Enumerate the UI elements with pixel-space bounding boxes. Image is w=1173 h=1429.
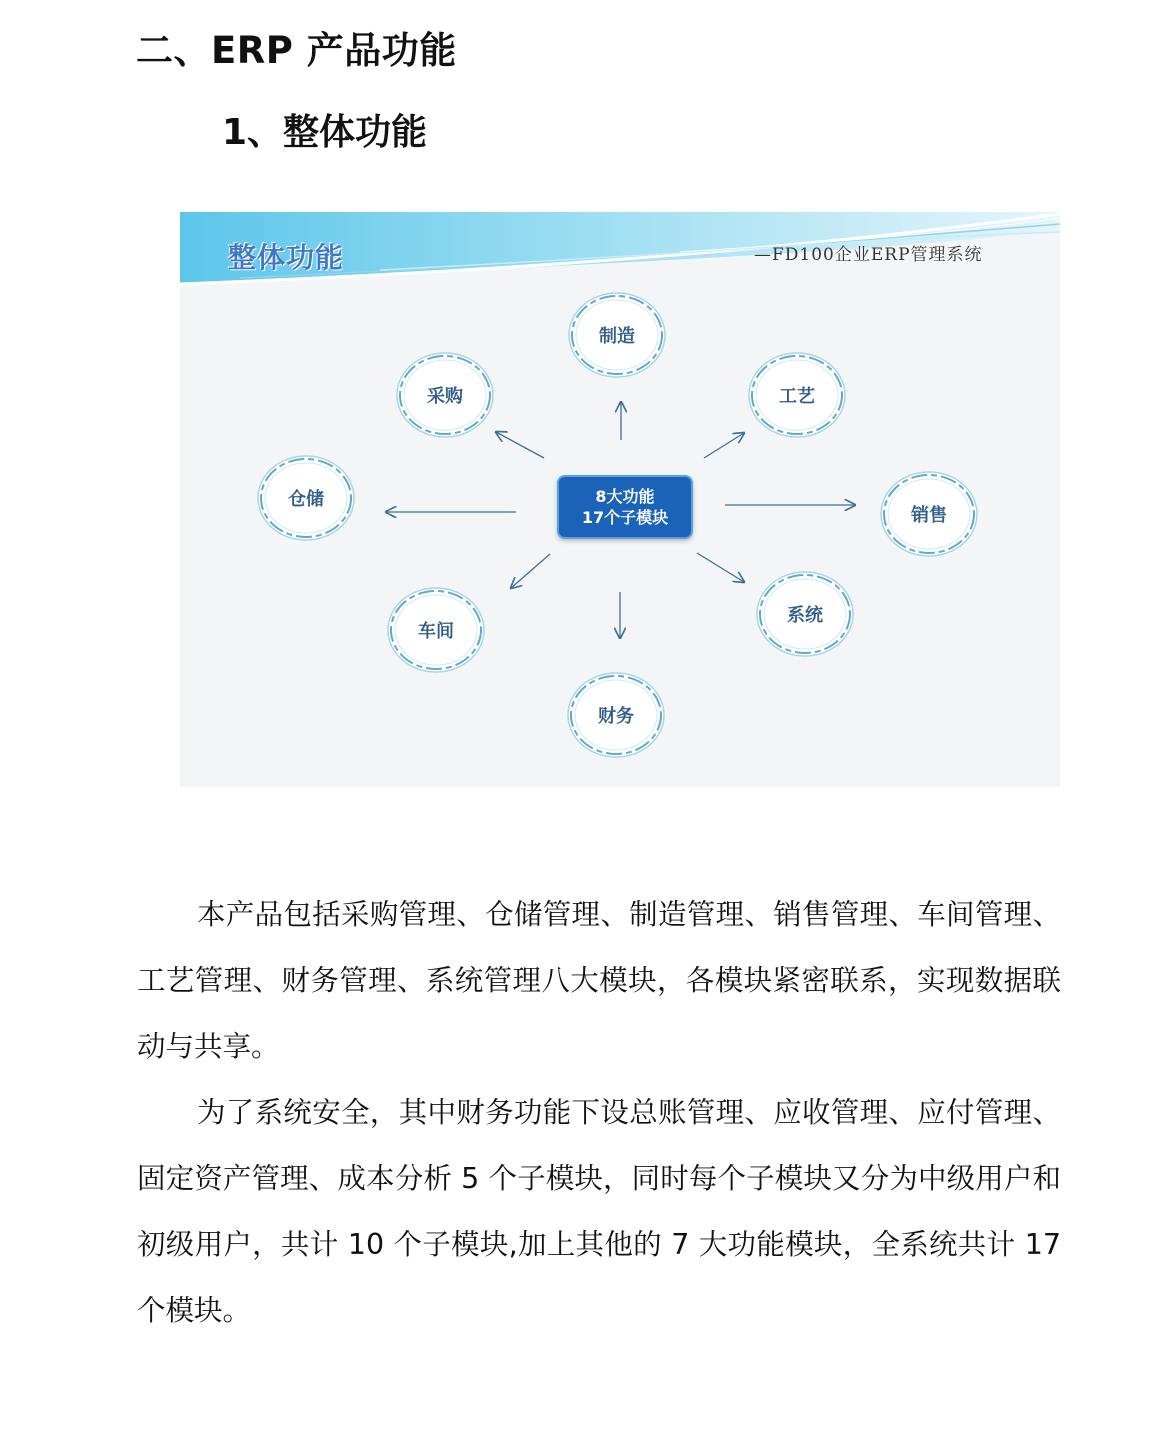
module-finance: 财务 bbox=[598, 706, 634, 727]
module-sales: 销售 bbox=[911, 505, 947, 526]
paragraph-finance-submodules: 为了系统安全，其中财务功能下设总账管理、应收管理、应付管理、固定资产管理、成本分析 5 个子模块，同时每个子模块又分为中级用户和初级用户，共计 10 个子模块,加上其他的 7 大功能模块，全系统共计 17 个模块。 bbox=[137, 1096, 1061, 1327]
subsection-heading: 1、整体功能 bbox=[222, 112, 428, 153]
paragraph-modules-overview: 本产品包括采购管理、仓储管理、制造管理、销售管理、车间管理、工艺管理、财务管理、系统管理八大模块，各模块紧密联系，实现数据联动与共享。 bbox=[137, 898, 1061, 1063]
module-workshop: 车间 bbox=[418, 621, 454, 642]
module-warehouse: 仓储 bbox=[288, 489, 324, 510]
center-line-1: 8大功能 bbox=[595, 487, 655, 506]
function-diagram bbox=[180, 212, 1060, 787]
module-purchase: 采购 bbox=[427, 386, 463, 407]
diagram-title: 整体功能 bbox=[228, 241, 345, 274]
arrow-to-system bbox=[697, 553, 744, 582]
section-heading: 二、ERP 产品功能 bbox=[136, 29, 457, 72]
arrow-to-craft bbox=[704, 433, 744, 458]
center-summary-box bbox=[557, 475, 693, 539]
center-line-2: 17个子模块 bbox=[581, 508, 669, 527]
module-manufacture: 制造 bbox=[599, 326, 635, 347]
arrow-to-purchase bbox=[496, 432, 544, 458]
diagram-subtitle: —FD100企业ERP管理系统 bbox=[754, 245, 983, 265]
module-craft: 工艺 bbox=[779, 386, 815, 407]
module-system: 系统 bbox=[787, 605, 823, 626]
arrow-to-workshop bbox=[511, 554, 550, 588]
